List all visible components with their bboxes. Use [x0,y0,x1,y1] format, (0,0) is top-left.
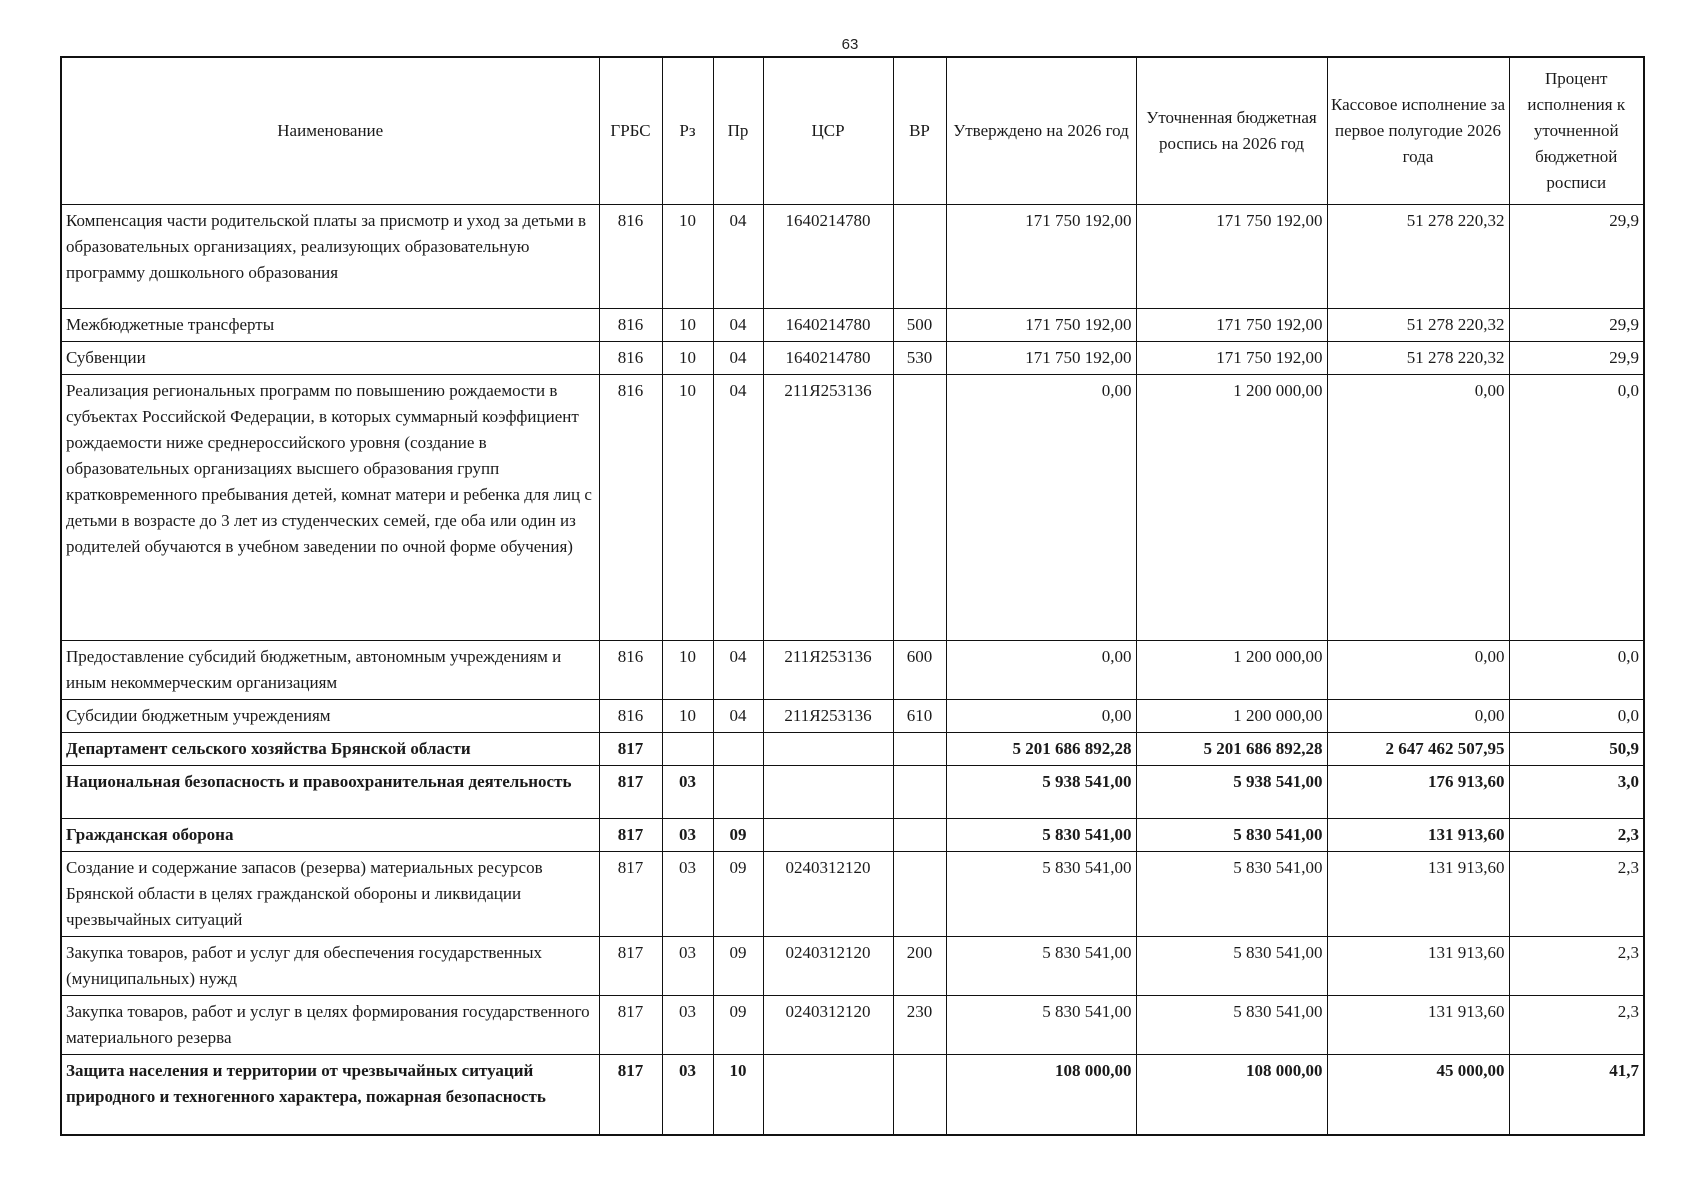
cell-rz: 03 [662,937,713,996]
cell-approved: 171 750 192,00 [946,309,1136,342]
cell-approved: 171 750 192,00 [946,205,1136,309]
cell-csr: 0240312120 [763,996,893,1055]
cell-vr: 530 [893,342,946,375]
cell-percent: 50,9 [1509,733,1644,766]
cell-pr: 04 [713,309,763,342]
table-row [61,1055,1644,1135]
cell-grbs: 816 [599,641,662,700]
header-rz: Рз [662,57,713,205]
table-row [61,700,1644,733]
cell-percent: 2,3 [1509,819,1644,852]
header-cash: Кассовое исполнение за первое полугодие 2026 года [1327,57,1509,205]
cell-rz: 10 [662,641,713,700]
table-row [61,733,1644,766]
cell-name: Компенсация части родительской платы за присмотр и уход за детьми в образовательных организациях, реализующих образовательную программу дошкольного образования [61,205,599,309]
cell-percent: 2,3 [1509,937,1644,996]
cell-grbs: 817 [599,937,662,996]
header-percent: Процент исполнения к уточненной бюджетной росписи [1509,57,1644,205]
cell-name: Субсидии бюджетным учреждениям [61,700,599,733]
cell-pr: 04 [713,205,763,309]
cell-cash: 0,00 [1327,700,1509,733]
cell-grbs: 816 [599,205,662,309]
cell-refined: 5 201 686 892,28 [1136,733,1327,766]
cell-rz: 03 [662,852,713,937]
cell-name: Реализация региональных программ по повышению рождаемости в субъектах Российской Федерации, в которых суммарный коэффициент рождаемости ниже среднероссийского уровня (создание в образовательных организациях высшего образования групп кратковременного пребывания детей, комнат матери и ребенка для лиц с детьми в возрасте до 3 лет из студенческих семей, где оба или один из родителей обучаются в учебном заведении по очной форме обучения) [61,375,599,641]
cell-grbs: 817 [599,996,662,1055]
cell-vr [893,375,946,641]
cell-csr [763,819,893,852]
cell-rz: 03 [662,766,713,819]
cell-approved: 108 000,00 [946,1055,1136,1135]
cell-name: Защита населения и территории от чрезвычайных ситуаций природного и техногенного характера, пожарная безопасность [61,1055,599,1135]
cell-rz: 03 [662,819,713,852]
header-grbs: ГРБС [599,57,662,205]
cell-pr: 10 [713,1055,763,1135]
cell-refined: 171 750 192,00 [1136,205,1327,309]
cell-vr [893,1055,946,1135]
cell-refined: 171 750 192,00 [1136,342,1327,375]
cell-approved: 0,00 [946,375,1136,641]
cell-csr [763,733,893,766]
cell-name: Межбюджетные трансферты [61,309,599,342]
cell-percent: 41,7 [1509,1055,1644,1135]
cell-percent: 29,9 [1509,205,1644,309]
cell-name: Субвенции [61,342,599,375]
table-row [61,309,1644,342]
cell-approved: 5 830 541,00 [946,937,1136,996]
cell-refined: 5 938 541,00 [1136,766,1327,819]
budget-execution-table [60,56,1645,1136]
cell-rz: 10 [662,342,713,375]
header-vr: ВР [893,57,946,205]
cell-rz: 10 [662,205,713,309]
page-number: 63 [841,36,859,53]
cell-grbs: 816 [599,342,662,375]
table-row [61,205,1644,309]
cell-approved: 5 830 541,00 [946,819,1136,852]
cell-cash: 131 913,60 [1327,937,1509,996]
cell-approved: 0,00 [946,700,1136,733]
cell-percent: 29,9 [1509,342,1644,375]
cell-percent: 0,0 [1509,700,1644,733]
cell-csr: 0240312120 [763,937,893,996]
cell-pr: 09 [713,937,763,996]
cell-cash: 131 913,60 [1327,852,1509,937]
table-row [61,766,1644,819]
cell-refined: 1 200 000,00 [1136,375,1327,641]
cell-name: Закупка товаров, работ и услуг в целях формирования государственного материального резерва [61,996,599,1055]
table-row [61,937,1644,996]
cell-approved: 0,00 [946,641,1136,700]
cell-cash: 45 000,00 [1327,1055,1509,1135]
cell-cash: 176 913,60 [1327,766,1509,819]
cell-grbs: 817 [599,766,662,819]
cell-csr: 0240312120 [763,852,893,937]
cell-refined: 1 200 000,00 [1136,641,1327,700]
cell-percent: 0,0 [1509,375,1644,641]
cell-approved: 5 830 541,00 [946,852,1136,937]
cell-rz: 10 [662,309,713,342]
cell-refined: 108 000,00 [1136,1055,1327,1135]
table-row [61,375,1644,641]
cell-rz [662,733,713,766]
cell-grbs: 816 [599,375,662,641]
cell-cash: 0,00 [1327,375,1509,641]
cell-vr: 230 [893,996,946,1055]
cell-vr [893,766,946,819]
header-refined: Уточненная бюджетная роспись на 2026 год [1136,57,1327,205]
cell-approved: 5 830 541,00 [946,996,1136,1055]
cell-name: Закупка товаров, работ и услуг для обеспечения государственных (муниципальных) нужд [61,937,599,996]
cell-pr: 09 [713,819,763,852]
cell-pr: 04 [713,375,763,641]
cell-pr: 09 [713,852,763,937]
cell-rz: 03 [662,1055,713,1135]
cell-percent: 3,0 [1509,766,1644,819]
cell-csr [763,1055,893,1135]
cell-rz: 10 [662,700,713,733]
cell-vr [893,819,946,852]
cell-cash: 131 913,60 [1327,819,1509,852]
table-row [61,342,1644,375]
cell-name: Создание и содержание запасов (резерва) материальных ресурсов Брянской области в целях гражданской обороны и ликвидации чрезвычайных ситуаций [61,852,599,937]
cell-vr: 500 [893,309,946,342]
cell-refined: 5 830 541,00 [1136,937,1327,996]
cell-approved: 5 201 686 892,28 [946,733,1136,766]
cell-csr [763,766,893,819]
cell-csr: 211Я253136 [763,641,893,700]
cell-pr: 04 [713,342,763,375]
cell-vr [893,733,946,766]
cell-cash: 131 913,60 [1327,996,1509,1055]
cell-percent: 0,0 [1509,641,1644,700]
cell-name: Предоставление субсидий бюджетным, автономным учреждениям и иным некоммерческим организациям [61,641,599,700]
cell-refined: 5 830 541,00 [1136,996,1327,1055]
table-row [61,852,1644,937]
table-row [61,641,1644,700]
cell-rz: 03 [662,996,713,1055]
cell-percent: 2,3 [1509,996,1644,1055]
cell-cash: 51 278 220,32 [1327,342,1509,375]
cell-approved: 5 938 541,00 [946,766,1136,819]
cell-grbs: 817 [599,852,662,937]
cell-name: Департамент сельского хозяйства Брянской области [61,733,599,766]
cell-name: Гражданская оборона [61,819,599,852]
cell-pr: 04 [713,641,763,700]
header-approved: Утверждено на 2026 год [946,57,1136,205]
cell-cash: 51 278 220,32 [1327,205,1509,309]
cell-grbs: 817 [599,733,662,766]
header-pr: Пр [713,57,763,205]
cell-pr: 04 [713,700,763,733]
cell-name: Национальная безопасность и правоохранительная деятельность [61,766,599,819]
cell-refined: 5 830 541,00 [1136,852,1327,937]
cell-csr: 1640214780 [763,205,893,309]
cell-csr: 211Я253136 [763,700,893,733]
cell-csr: 1640214780 [763,309,893,342]
cell-pr: 09 [713,996,763,1055]
cell-cash: 51 278 220,32 [1327,309,1509,342]
cell-refined: 171 750 192,00 [1136,309,1327,342]
cell-vr [893,205,946,309]
cell-refined: 1 200 000,00 [1136,700,1327,733]
cell-vr: 200 [893,937,946,996]
cell-percent: 29,9 [1509,309,1644,342]
cell-pr [713,733,763,766]
cell-vr [893,852,946,937]
cell-approved: 171 750 192,00 [946,342,1136,375]
cell-grbs: 816 [599,700,662,733]
cell-grbs: 817 [599,819,662,852]
cell-cash: 2 647 462 507,95 [1327,733,1509,766]
table-row [61,819,1644,852]
cell-csr: 211Я253136 [763,375,893,641]
cell-percent: 2,3 [1509,852,1644,937]
cell-grbs: 816 [599,309,662,342]
cell-grbs: 817 [599,1055,662,1135]
cell-rz: 10 [662,375,713,641]
cell-refined: 5 830 541,00 [1136,819,1327,852]
cell-vr: 610 [893,700,946,733]
table-header-row [61,57,1644,205]
header-name: Наименование [61,57,599,205]
cell-vr: 600 [893,641,946,700]
cell-csr: 1640214780 [763,342,893,375]
header-csr: ЦСР [763,57,893,205]
table-row [61,996,1644,1055]
cell-cash: 0,00 [1327,641,1509,700]
cell-pr [713,766,763,819]
